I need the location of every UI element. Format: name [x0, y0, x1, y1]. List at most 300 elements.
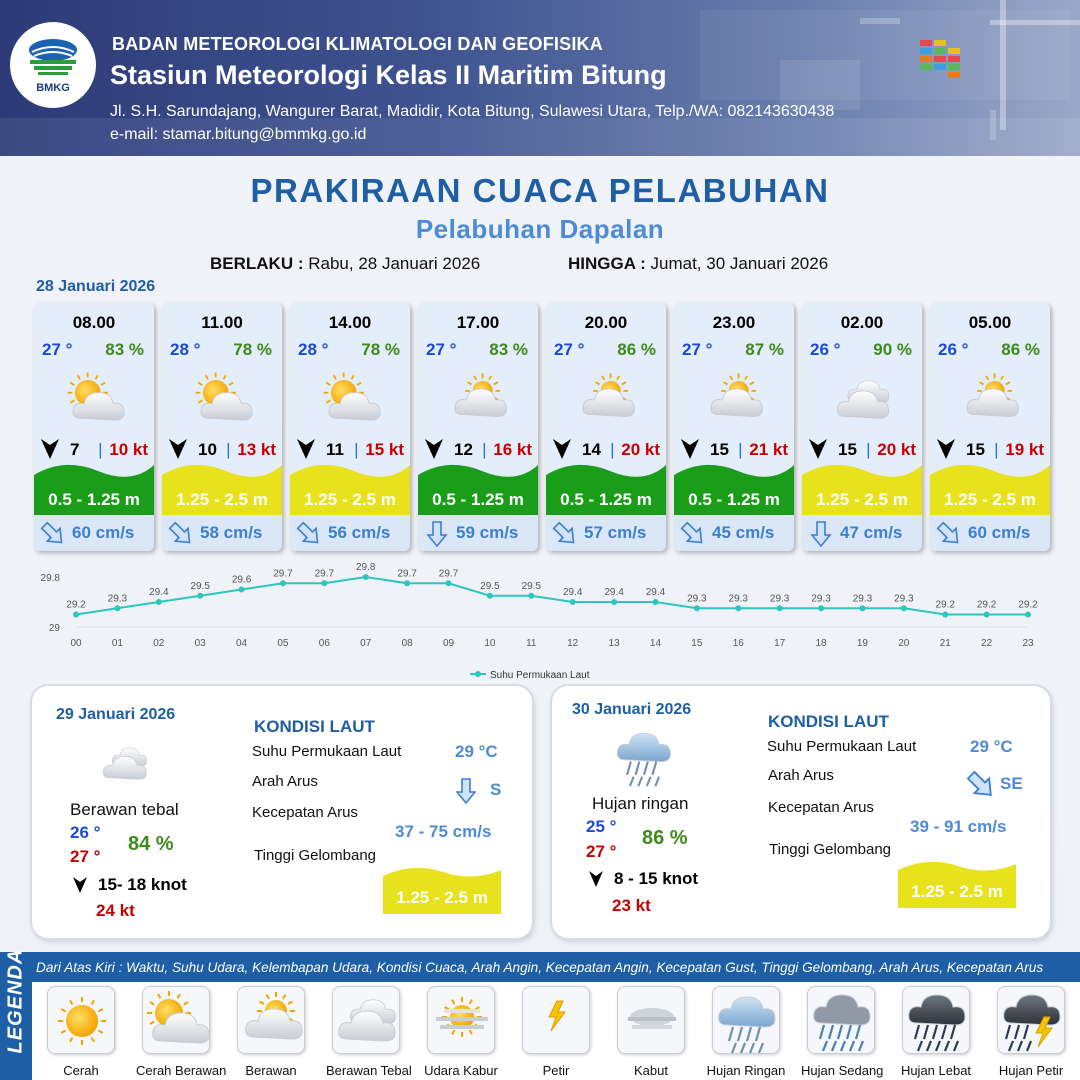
legend-item-label: Berawan: [245, 1063, 297, 1078]
card-temp: 27 °: [682, 340, 713, 359]
sst-point: [901, 605, 907, 611]
y-tick-label: 29.8: [40, 573, 60, 584]
card-temp: 28 °: [170, 340, 201, 359]
day3-wind-speed: 8 - 15 knot: [614, 869, 699, 888]
legend-icon-box: [47, 986, 115, 1054]
forecast-card: [418, 303, 538, 551]
legend-icon-box: [332, 986, 400, 1054]
card-wave-height: 0.5 - 1.25 m: [432, 490, 524, 509]
sst-value-label: 29.7: [438, 568, 459, 580]
card-wind-value: 11: [326, 440, 344, 459]
legend-icon-box: [997, 986, 1065, 1054]
day3-humidity: 86 %: [642, 827, 688, 849]
current-arrow-icon: [296, 521, 322, 547]
forecast-card: [34, 303, 154, 551]
sst-point: [984, 612, 990, 618]
card-wind-value: 7: [70, 440, 80, 459]
day2-wind-speed: 15- 18 knot: [98, 875, 187, 894]
card-time: 17.00: [456, 313, 500, 332]
y-tick-label: 29: [48, 623, 60, 634]
day3-sst-label: Suhu Permukaan Laut: [767, 738, 917, 755]
day2-speed-value: 37 - 75 cm/s: [395, 822, 492, 841]
berawan-icon: [444, 369, 514, 431]
card-current-speed: 58 cm/s: [200, 523, 263, 542]
sst-value-label: 29.8: [356, 562, 376, 573]
card-time: 23.00: [712, 313, 756, 332]
legend-icon-box: [522, 986, 590, 1054]
day2-speed-label: Kecepatan Arus: [252, 804, 358, 821]
day3-temp-max: 27 °: [586, 842, 617, 861]
card-temp: 27 °: [42, 340, 73, 359]
card-wind-speed: [198, 440, 217, 460]
berawan-icon: [700, 369, 770, 431]
card-gust-value: 20 kt: [877, 440, 916, 459]
sst-value-label: 29.3: [107, 593, 128, 605]
card-temp: 27 °: [426, 340, 457, 359]
valid-to-date: Jumat, 30 Januari 2026: [650, 254, 829, 273]
card-separator: |: [738, 440, 743, 459]
card-wind-value: 12: [454, 440, 473, 459]
sst-point: [321, 580, 327, 586]
port-name: Pelabuhan Dapalan: [415, 214, 665, 244]
card-gust-value: 21 kt: [749, 440, 788, 459]
card-weather-icon: [316, 369, 386, 429]
card-weather-icon: [60, 369, 130, 429]
card-gust: [994, 440, 1044, 460]
cerah-berawan-icon: [60, 369, 130, 431]
day3-current-arrow-icon: [966, 770, 996, 800]
card-wave-height: 0.5 - 1.25 m: [688, 490, 780, 509]
valid-from: [210, 254, 480, 274]
card-humidity: 90 %: [873, 340, 912, 359]
cerah-berawan-icon: [143, 987, 211, 1055]
card-separator: |: [354, 440, 359, 459]
hujan-petir-icon: [998, 987, 1066, 1055]
sst-point: [528, 593, 534, 599]
wind-arrow-icon: [296, 437, 316, 461]
legend-description: Dari Atas Kiri : Waktu, Suhu Udara, Kelembapan Udara, Kondisi Cuaca, Arah Angin, Kecepatan Angin, Kecepatan Gust, Tinggi Gelombang, Arah Arus, Kecepatan Arus: [32, 952, 1080, 982]
wind-arrow-icon: [552, 437, 572, 461]
card-gust: [354, 440, 404, 460]
forecast-card: [546, 303, 666, 551]
card-gust: [226, 440, 276, 460]
legend-icon-box: [807, 986, 875, 1054]
card-weather-icon: [444, 369, 514, 429]
legend-icon-box: [712, 986, 780, 1054]
card-time: 05.00: [968, 313, 1012, 332]
valid-from-label: BERLAKU :: [210, 254, 304, 273]
sst-point: [942, 612, 948, 618]
agency-name: BADAN METEOROLOGI KLIMATOLOGI DAN GEOFISIKA: [112, 34, 603, 54]
logo-text: BMKG: [36, 82, 70, 94]
current-arrow-icon: [936, 521, 962, 547]
legend-item: [136, 986, 227, 1078]
legend-item-label: Cerah: [63, 1063, 99, 1078]
card-current-speed: 45 cm/s: [712, 523, 775, 542]
card-weather-icon: [828, 369, 898, 429]
current-arrow-icon: [168, 521, 194, 547]
berawan-icon: [956, 369, 1026, 431]
card-separator: |: [226, 440, 231, 459]
legend-item: [611, 986, 691, 1078]
card-time: 08.00: [72, 313, 116, 332]
hujan-lebat-icon: [903, 987, 971, 1055]
day3-panel: [552, 686, 1050, 938]
day3-dir-value: SE: [1000, 774, 1023, 793]
card-wind-speed: [838, 440, 857, 460]
day2-wave-box: [383, 862, 501, 914]
day3-temp-min: 25 °: [586, 817, 617, 836]
card-gust-value: 10 kt: [109, 440, 148, 459]
card-temp: 28 °: [298, 340, 329, 359]
valid-to-label: HINGGA :: [568, 254, 646, 273]
card-time: 20.00: [584, 313, 628, 332]
wind-arrow-icon: [40, 437, 60, 461]
sst-value-label: 29.4: [604, 587, 624, 598]
day2-current-arrow-icon: [456, 778, 476, 804]
day1-date: 28 Januari 2026: [36, 278, 156, 295]
header-banner: [0, 0, 1080, 156]
sst-point: [818, 605, 824, 611]
x-tick-label: 07: [360, 638, 372, 649]
x-tick-label: 09: [442, 638, 455, 649]
legend-icon-box: [142, 986, 210, 1054]
cerah-berawan-icon: [316, 369, 386, 431]
forecast-card: [162, 303, 282, 551]
day2-weather-icon: [90, 738, 160, 790]
legend-item: [231, 986, 311, 1078]
sst-point: [404, 580, 410, 586]
day3-wind-arrow-icon: [588, 870, 604, 888]
card-humidity: 87 %: [745, 340, 784, 359]
x-tick-label: 22: [981, 638, 993, 649]
legend-item-label: Hujan Lebat: [900, 1063, 972, 1078]
legend-item: [421, 986, 501, 1078]
sst-point: [735, 605, 741, 611]
sst-point: [859, 605, 865, 611]
sst-value-label: 29.7: [314, 568, 335, 580]
sst-point: [197, 593, 203, 599]
card-gust: [738, 440, 788, 460]
legend-item: [516, 986, 596, 1078]
card-wind-speed: [966, 440, 985, 460]
day2-condition: Berawan tebal: [70, 800, 179, 819]
x-tick-label: 16: [732, 638, 744, 649]
card-weather-icon: [956, 369, 1026, 429]
day2-sst-value: 29 °C: [455, 742, 498, 761]
card-humidity: 83 %: [489, 340, 528, 359]
legend-item-label: Hujan Petir: [998, 1063, 1064, 1078]
current-arrow-icon: [424, 521, 450, 547]
sst-value-label: 29.5: [480, 580, 500, 592]
card-wind-speed: [710, 440, 729, 460]
sst-value-label: 29.5: [521, 580, 542, 592]
day2-wind-arrow-icon: [72, 876, 88, 894]
day3-sea-title: KONDISI LAUT: [768, 712, 889, 731]
berawan-icon: [572, 369, 642, 431]
card-humidity: 83 %: [105, 340, 144, 359]
x-tick-label: 23: [1022, 638, 1034, 649]
sst-point: [652, 599, 658, 605]
card-humidity: 78 %: [361, 340, 400, 359]
legend-icon-box: [237, 986, 305, 1054]
x-tick-label: 02: [153, 638, 165, 649]
legend-item-label: Berawan Tebal: [326, 1063, 412, 1078]
legend-item: [801, 986, 884, 1078]
x-tick-label: 12: [567, 638, 579, 649]
sst-point: [694, 605, 700, 611]
current-arrow-icon: [552, 521, 578, 547]
day2-dir-value: S: [490, 780, 502, 799]
x-tick-label: 14: [649, 638, 662, 649]
day2-temp-min: 26 °: [70, 823, 101, 842]
card-current: [930, 515, 1050, 551]
card-separator: |: [482, 440, 487, 459]
card-gust-value: 13 kt: [237, 440, 276, 459]
x-tick-label: 21: [939, 638, 951, 649]
station-address: Jl. S.H. Sarundajang, Wangurer Barat, Madidir, Kota Bitung, Sulawesi Utara, Telp./WA: 082143630438: [110, 103, 835, 120]
sst-value-label: 29.4: [149, 587, 169, 598]
cerah-berawan-icon: [188, 369, 258, 431]
card-wind-value: 14: [582, 440, 601, 459]
card-wind-value: 15: [838, 440, 857, 459]
page-title: PRAKIRAAN CUACA PELABUHAN: [250, 172, 830, 209]
card-time: 02.00: [840, 313, 884, 332]
day2-wave-value: 1.25 - 2.5 m: [396, 888, 488, 907]
card-temp: 26 °: [810, 340, 841, 359]
day2-panel: [32, 686, 532, 938]
x-tick-label: 17: [774, 638, 786, 649]
sst-point: [363, 574, 369, 580]
day3-date: 30 Januari 2026: [572, 701, 692, 718]
card-weather-icon: [188, 369, 258, 429]
card-temp: 26 °: [938, 340, 969, 359]
valid-from-date: Rabu, 28 Januari 2026: [308, 254, 481, 273]
card-wind-value: 15: [710, 440, 729, 459]
berawan-tebal-icon: [90, 738, 160, 790]
forecast-card: [930, 303, 1050, 551]
day2-temp-max: 27 °: [70, 847, 101, 866]
x-tick-label: 08: [401, 638, 413, 649]
day2-humidity: 84 %: [128, 833, 174, 855]
legend-item: [896, 986, 976, 1078]
card-humidity: 86 %: [1001, 340, 1040, 359]
card-wind-speed: [454, 440, 473, 460]
card-time: 14.00: [328, 313, 372, 332]
x-tick-label: 15: [691, 638, 703, 649]
sst-value-label: 29.3: [811, 593, 831, 605]
card-current-speed: 47 cm/s: [840, 523, 903, 542]
card-time: 11.00: [201, 313, 243, 332]
sst-value-label: 29.6: [231, 574, 252, 586]
forecast-card: [802, 303, 922, 551]
day2-date: 29 Januari 2026: [56, 706, 176, 723]
card-wind-value: 10: [198, 440, 217, 459]
card-wind-speed: [582, 440, 601, 460]
kabut-icon: [618, 987, 686, 1055]
sst-value-label: 29.2: [66, 599, 86, 611]
day3-wave-box: [898, 856, 1016, 908]
card-gust-value: 15 kt: [365, 440, 404, 459]
card-gust: [98, 440, 148, 460]
berawan-tebal-icon: [828, 369, 898, 431]
day3-condition: Hujan ringan: [592, 794, 689, 813]
card-current-speed: 57 cm/s: [584, 523, 647, 542]
sst-value-label: 29.3: [728, 593, 748, 605]
udara-kabur-icon: [428, 987, 496, 1055]
sst-value-label: 29.3: [852, 593, 873, 605]
card-humidity: 78 %: [233, 340, 272, 359]
day2-gust: 24 kt: [96, 901, 135, 920]
sst-point: [239, 587, 245, 593]
sst-value-label: 29.3: [687, 593, 707, 605]
legend-title: LEGENDA: [4, 948, 27, 1054]
legend-icon-box: [427, 986, 495, 1054]
day3-weather-icon: [606, 724, 682, 788]
x-tick-label: 01: [111, 638, 123, 649]
card-current: [34, 515, 154, 551]
legend-item-label: Hujan Ringan: [706, 1063, 786, 1078]
day3-speed-label: Kecepatan Arus: [768, 799, 874, 816]
hujan-sedang-icon: [808, 987, 876, 1055]
card-wave-height: 1.25 - 2.5 m: [176, 490, 268, 509]
sst-value-label: 29.2: [935, 599, 955, 611]
card-wave-height: 0.5 - 1.25 m: [560, 490, 652, 509]
sst-point: [1025, 612, 1031, 618]
card-weather-icon: [572, 369, 642, 429]
wind-arrow-icon: [680, 437, 700, 461]
x-tick-label: 00: [70, 638, 82, 649]
card-separator: |: [994, 440, 999, 459]
card-gust-value: 16 kt: [493, 440, 532, 459]
legend-icon-box: [902, 986, 970, 1054]
legend-side-bar: [0, 948, 32, 1080]
cerah-icon: [48, 987, 116, 1055]
day2-wave-label: Tinggi Gelombang: [254, 847, 377, 864]
day3-gust: 23 kt: [612, 896, 651, 915]
card-current: [162, 515, 282, 551]
day2-dir-label: Arah Arus: [252, 773, 318, 790]
card-wave-height: 0.5 - 1.25 m: [48, 490, 140, 509]
card-gust: [866, 440, 916, 460]
x-tick-label: 18: [815, 638, 827, 649]
current-arrow-icon: [808, 521, 834, 547]
station-email[interactable]: e-mail: stamar.bitung@bmmkg.go.id: [110, 126, 367, 143]
current-arrow-icon: [680, 521, 706, 547]
legend-item-label: Cerah Berawan: [136, 1063, 227, 1078]
sst-value-label: 29.7: [273, 568, 293, 580]
day3-wave-value: 1.25 - 2.5 m: [911, 882, 1003, 901]
legend-marker: [475, 671, 481, 677]
sst-value-label: 29.2: [1018, 599, 1038, 611]
x-tick-label: 19: [856, 638, 868, 649]
sst-value-label: 29.7: [397, 568, 417, 580]
sst-value-label: 29.4: [562, 587, 583, 598]
sst-chart: [0, 560, 1080, 685]
berawan-icon: [238, 987, 306, 1055]
wind-arrow-icon: [808, 437, 828, 461]
legend-item: [991, 986, 1071, 1078]
card-wind-speed: [70, 440, 79, 460]
sst-value-label: 29.4: [645, 587, 666, 598]
card-gust: [482, 440, 532, 460]
card-separator: |: [866, 440, 871, 459]
forecast-card: [290, 303, 410, 551]
x-tick-label: 10: [484, 638, 496, 649]
card-humidity: 86 %: [617, 340, 656, 359]
sst-point: [570, 599, 576, 605]
card-current: [290, 515, 410, 551]
card-current: [674, 515, 794, 551]
hujan-ringan-icon: [713, 987, 781, 1055]
card-current: [802, 515, 922, 551]
day3-dir-label: Arah Arus: [768, 767, 834, 784]
card-separator: |: [610, 440, 615, 459]
card-current-speed: 60 cm/s: [72, 523, 135, 542]
legend-item-label: Hujan Sedang: [801, 1063, 884, 1078]
legend-icon-box: [617, 986, 685, 1054]
legend-item-label: Kabut: [634, 1063, 668, 1078]
card-current: [546, 515, 666, 551]
x-tick-label: 04: [236, 638, 248, 649]
valid-to: [568, 254, 828, 274]
card-current-speed: 59 cm/s: [456, 523, 519, 542]
card-wave-height: 1.25 - 2.5 m: [944, 490, 1036, 509]
day3-wave-label: Tinggi Gelombang: [769, 841, 892, 858]
sst-value-label: 29.3: [769, 593, 790, 605]
forecast-card: [674, 303, 794, 551]
card-temp: 27 °: [554, 340, 585, 359]
wind-arrow-icon: [168, 437, 188, 461]
card-wind-value: 15: [966, 440, 985, 459]
x-tick-label: 05: [277, 638, 289, 649]
card-current: [418, 515, 538, 551]
card-wave-height: 1.25 - 2.5 m: [304, 490, 396, 509]
sst-value-label: 29.2: [976, 599, 997, 611]
x-tick-label: 03: [194, 638, 206, 649]
legend-item-label: Petir: [542, 1063, 570, 1078]
legend-item: [706, 986, 786, 1078]
card-current-speed: 56 cm/s: [328, 523, 391, 542]
wind-arrow-icon: [424, 437, 444, 461]
sst-point: [611, 599, 617, 605]
wind-arrow-icon: [936, 437, 956, 461]
berawan-tebal-icon: [333, 987, 401, 1055]
sst-point: [280, 580, 286, 586]
sst-point: [777, 605, 783, 611]
hujan-ringan-icon: [606, 724, 682, 788]
card-separator: |: [98, 440, 103, 459]
x-tick-label: 11: [526, 638, 537, 649]
card-gust: [610, 440, 660, 460]
station-name: Stasiun Meteorologi Kelas II Maritim Bitung: [110, 60, 667, 90]
current-arrow-icon: [40, 521, 66, 547]
x-tick-label: 13: [608, 638, 620, 649]
card-current-speed: 60 cm/s: [968, 523, 1031, 542]
x-tick-label: 20: [898, 638, 910, 649]
day2-sea-title: KONDISI LAUT: [254, 717, 375, 736]
day2-sst-label: Suhu Permukaan Laut: [252, 743, 402, 760]
card-gust-value: 20 kt: [621, 440, 660, 459]
card-wave-height: 1.25 - 2.5 m: [816, 490, 908, 509]
sst-value-label: 29.3: [894, 593, 914, 605]
sst-point: [114, 605, 120, 611]
card-wind-speed: [326, 440, 344, 460]
sst-point: [73, 612, 79, 618]
x-tick-label: 06: [318, 638, 330, 649]
legend-item: [326, 986, 412, 1078]
day3-sst-value: 29 °C: [970, 737, 1013, 756]
